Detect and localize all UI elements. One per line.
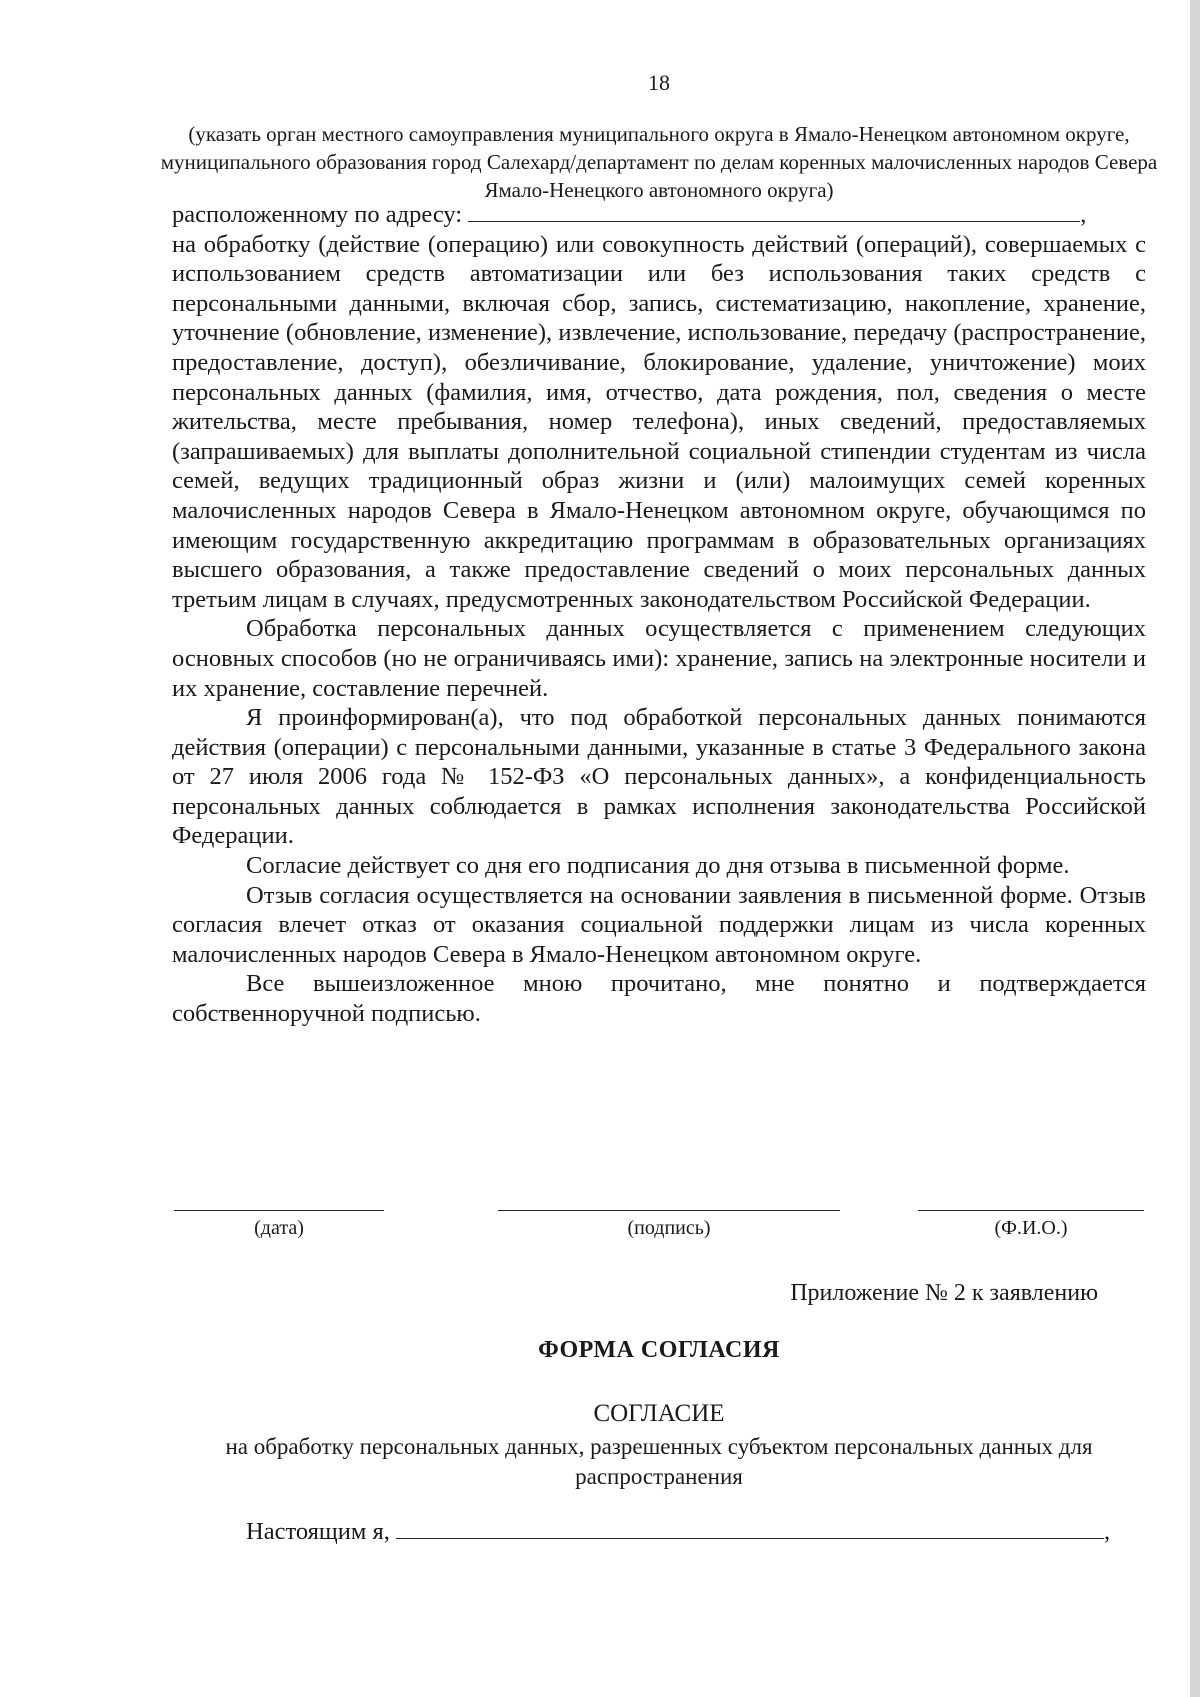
signature-row	[172, 1210, 1146, 1270]
form-title: ФОРМА СОГЛАСИЯ	[538, 1337, 780, 1363]
paragraph-validity: Согласие действует со дня его подписания до дня отзыва в письменной форме.	[246, 852, 1070, 880]
full-name-label: (Ф.И.О.)	[994, 1217, 1068, 1239]
consent-title: СОГЛАСИЕ	[593, 1400, 725, 1427]
paragraph-processing-scope: на обработку (действие (операцию) или совокупность действий (операций), совершаемых с использованием средств автоматизации или без использования таких средств с персональными данными, включая сбор, запись, систематизацию, накопление, хранение, уточнение (обновление, изменение), извлечение, использование, передачу (распространение, предоставление, доступ), обезличивание, блокирование, удаление, уничтожение) моих персональных данных (фамилия, имя, отчество, дата рождения, пол, сведения о месте жительства, месте пребывания, номер телефона), иных сведений, предоставляемых (запрашиваемых) для выплаты дополнительной социальной стипендии студентам из числа семей, ведущих традиционный образ жизни и (или) малоимущих семей коренных малочисленных народов Севера в Ямало-Ненецком автономном округе, обучающимся по имеющим государственную аккредитацию программам в образовательных организациях высшего образования, а также предоставление сведений о моих персональных данных третьим лицам в случаях, предусмотренных законодательством Российской Федерации.	[172, 230, 1146, 613]
full-name-field[interactable]	[918, 1210, 1144, 1240]
appendix-label: Приложение № 2 к заявлению	[790, 1280, 1098, 1306]
page-edge-shadow	[1190, 0, 1200, 1697]
applicant-name-blank[interactable]	[396, 1518, 1104, 1539]
hereby-line	[246, 1518, 1146, 1546]
consent-body	[172, 200, 1146, 1029]
signature-field[interactable]	[498, 1210, 840, 1240]
paragraph-confirmation: Все вышеизложенное мною прочитано, мне понятно и подтверждается собственноручной подписью.	[172, 970, 1146, 1028]
hereby-end: ,	[1104, 1518, 1111, 1545]
address-line	[172, 200, 1146, 230]
date-field[interactable]	[174, 1210, 384, 1240]
address-blank[interactable]	[468, 201, 1080, 222]
address-label: расположенному по адресу:	[172, 201, 463, 228]
date-label: (дата)	[254, 1217, 304, 1239]
hereby-label: Настоящим я,	[246, 1518, 390, 1545]
consent-subtitle: на обработку персональных данных, разрешенных субъектом персональных данных для распространения	[225, 1434, 1093, 1489]
paragraph-withdrawal: Отзыв согласия осуществляется на основании заявления в письменной форме. Отзыв согласия влечет отказ от оказания социальной поддержки лицам из числа коренных малочисленных народов Севера в Ямало-Ненецком автономном округе.	[172, 881, 1146, 968]
paragraph-processing-methods: Обработка персональных данных осуществляется с применением следующих основных способов (но не ограничиваясь ими): хранение, запись на электронные носители и их хранение, составление перечней.	[172, 615, 1146, 702]
page-number: 18	[648, 70, 670, 95]
paragraph-informed: Я проинформирован(а), что под обработкой персональных данных понимаются действия (операции) с персональными данными, указанные в статье 3 Федерального закона от 27 июля 2006 года № 152-ФЗ «О персональных данных», а конфиденциальность персональных данных соблюдается в рамках исполнения законодательства Российской Федерации.	[172, 704, 1146, 850]
authority-note: (указать орган местного самоуправления муниципального округа в Ямало-Ненецком автономном округе, муниципального образования город Салехард/департамент по делам коренных малочисленных народов Севера Ямало-Ненецкого автономного округа)	[160, 122, 1158, 202]
address-end: ,	[1080, 201, 1087, 228]
signature-label: (подпись)	[627, 1217, 711, 1239]
